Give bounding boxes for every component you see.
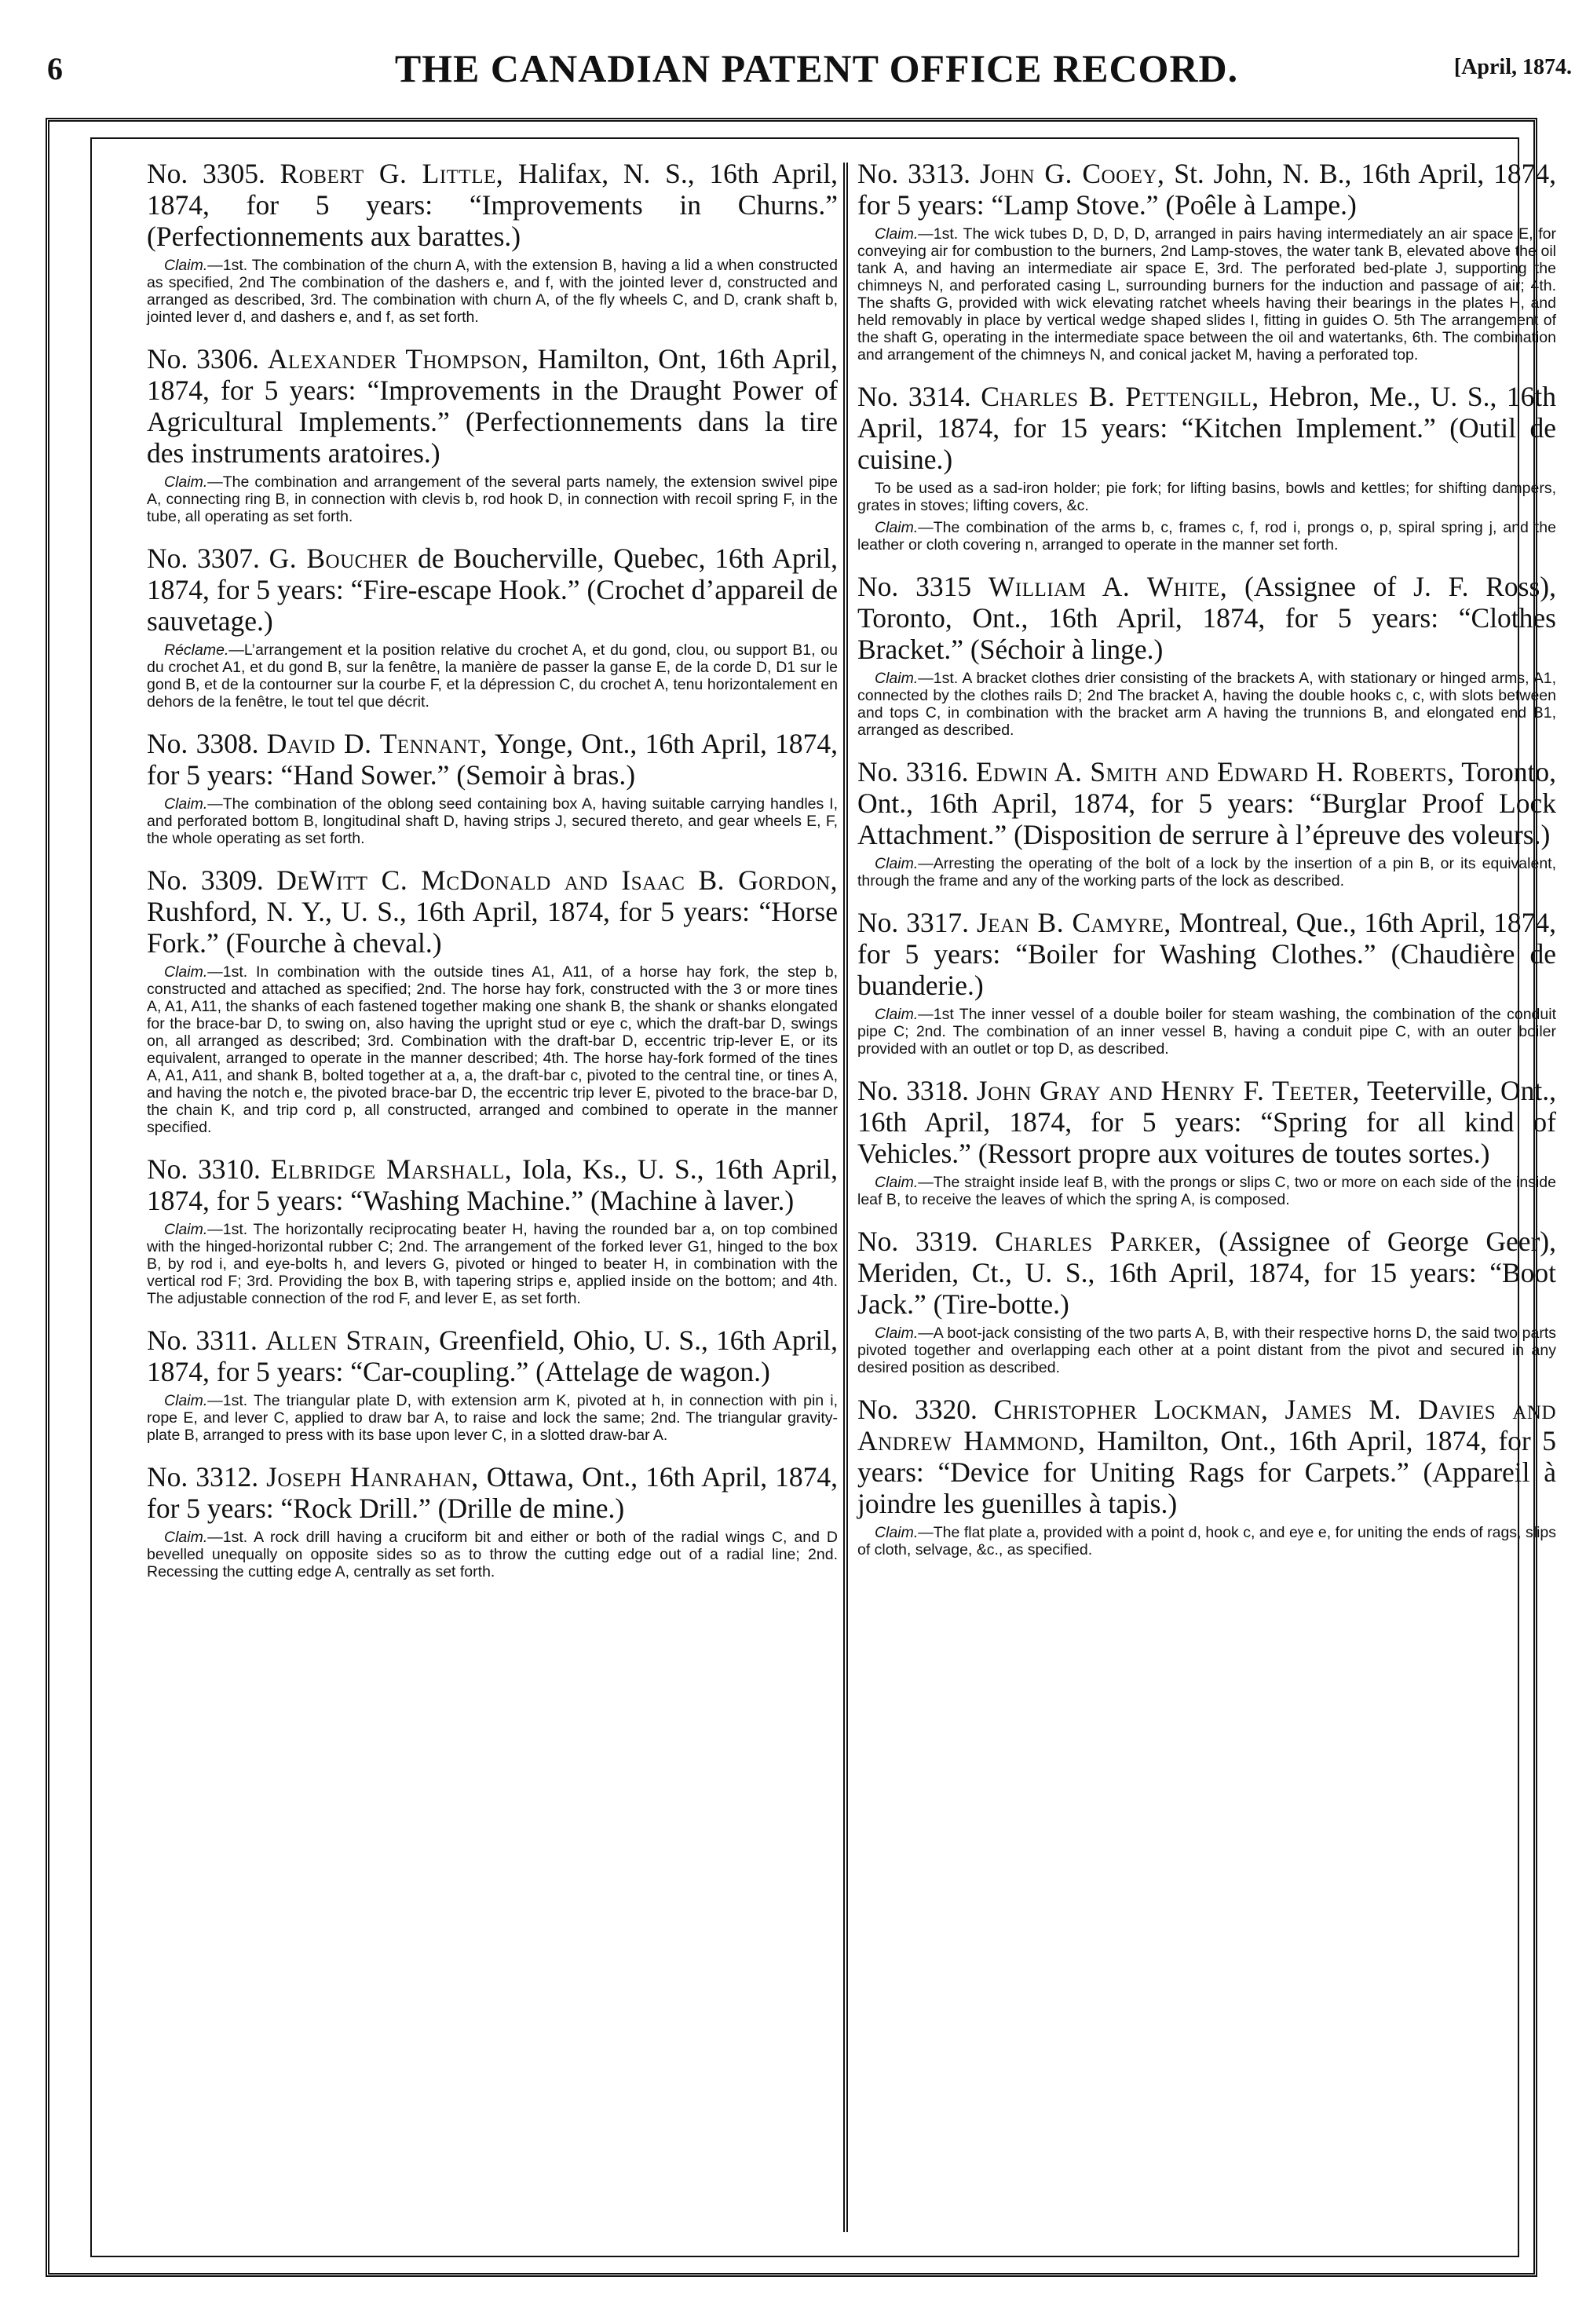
patentee-name: John Gray and Henry F. Teeter,	[976, 1075, 1360, 1106]
claim-text: —1st. A bracket clothes drier consisting of the brackets A, with stationary or hinged arms, A1, connected by the clothes rails D; 2nd The bracket A, having the double hooks c, c, with slots between and tops C, in combination with the bracket arm A having the trunnions B, and elongated end B1, arranged as described.	[857, 670, 1556, 739]
patent-details: (Assignee of George Geer), Meriden, Ct., U. S., 16th April, 1874, for 15 years: “Boot Jack.” (Tire-botte.)	[857, 1226, 1556, 1320]
patent-details: Hebron, Me., U. S., 16th April, 1874, for 15 years: “Kitchen Implement.” (Outil de cuisine.)	[857, 381, 1557, 475]
patent-number: No. 3309.	[147, 864, 264, 896]
patentee-name: David D. Tennant,	[266, 728, 488, 759]
patent-heading	[857, 756, 1556, 850]
patent-claim	[147, 1392, 838, 1444]
patent-claim	[147, 963, 838, 1136]
patent-details: Toronto, Ont., 16th April, 1874, for 5 years: “Burglar Proof Lock Attachment.” (Disposition de serrure à l’épreuve des voleurs.)	[857, 756, 1557, 850]
patent-entry	[147, 728, 838, 847]
patent-claim	[147, 641, 838, 711]
patent-number: No. 3306.	[147, 343, 259, 375]
claim-text: —1st. The triangular plate D, with extension arm K, pivoted at h, in connection with pin i, rope E, and lever C, applied to draw bar A, to raise and lock the same; 2nd. The triangular gravity-plate B, arranged to press with its base upon lever C, in a slotted draw-bar A.	[147, 1392, 838, 1444]
patent-heading	[857, 158, 1556, 221]
claim-text: —The straight inside leaf B, with the prongs or slips C, two or more on each side of the inside leaf B, to receive the leaves of which the spring A, is composed.	[857, 1174, 1556, 1208]
claim-label: Réclame.	[164, 641, 229, 659]
patent-number: No. 3305.	[147, 158, 265, 189]
patent-claim	[857, 1174, 1556, 1208]
patent-claim	[857, 1006, 1556, 1058]
patent-entry	[857, 571, 1556, 739]
issue-date: [April, 1874.	[1453, 55, 1572, 79]
patent-entry	[857, 1394, 1556, 1558]
patent-details: Halifax, N. S., 16th April, 1874, for 5 years: “Improvements in Churns.” (Perfectionnements aux barattes.)	[147, 158, 839, 252]
patent-claim	[857, 225, 1556, 364]
claim-text: —1st. The horizontally reciprocating beater H, having the rounded bar a, on top combined with the hinged-horizontal rubber C; 2nd. The arrangement of the forked lever G1, hinged to the box B, by rod i, and eye-bolts h, and levers G, pivoted or hinged to beater H, in combination with the vertical rod F; 3rd. Providing the box B, with tapering strips e, applied inside on the bottom; and 4th. The adjustable connection of the rod F, and lever E, as set forth.	[147, 1221, 838, 1307]
patent-entry	[857, 158, 1556, 364]
patent-heading	[147, 543, 838, 637]
patent-heading	[147, 864, 838, 959]
patent-number: No. 3313.	[857, 158, 971, 189]
claim-text: —1st. In combination with the outside tines A1, A11, of a horse hay fork, the step b, constructed and attached as specified; 2nd. The horse hay fork, constructed with the 3 or more tines A, A1, A11, the shanks of each fastened together making one shank B, the shank or shanks elongated for the brace-bar D, to swing on, also having the upright stud or eye c, which the draft-bar D, swings on, all arranged as described; 3rd. Combination with the draft-bar D, eccentric trip-lever E, or its equivalent, arranged to operate in the manner described; 4th. The horse hay-fork formed of the tines A, A1, A11, and shank B, bolted together at a, a, the draft-bar c, pivoted to the central tine, or tines A, and having the notch e, the pivoted brace-bar D, the eccentric trip lever E, pivoted to the brace-bar D, the chain K, and trip cord p, all constructed, arranged and combined to operate in the manner specified.	[147, 963, 838, 1136]
page-number: 6	[47, 51, 63, 86]
patent-entry	[147, 543, 838, 711]
claim-label: Claim.	[875, 1325, 919, 1342]
claim-text: —L’arrangement et la position relative du crochet A, et du gond, clou, ou support B1, ou du crochet A1, et du gond B, sur la fenêtre, la manière de passer la ganse E, de la corde D, D1 sur le gond B, et de la contourner sur la courbe F, et la dépression C, du crochet A, tenu horizontalement en dehors de la fenêtre, le tout tel que décrit.	[147, 641, 838, 711]
patent-heading	[147, 343, 838, 469]
claim-label: Claim.	[164, 257, 208, 274]
claim-text: —The combination and arrangement of the several parts namely, the extension swivel pipe A, connecting ring B, in connection with clevis b, rod hook D, in connection with recoil spring F, in the tube, all operating as set forth.	[147, 473, 838, 525]
patent-number: No. 3310.	[147, 1153, 261, 1185]
claim-text: —The combination of the oblong seed containing box A, having suitable carrying handles I, and perforated bottom B, longitudinal shaft D, having strips J, secured thereto, and gear wheels E, F, the whole operating as set forth.	[147, 795, 838, 847]
patentee-name: G. Boucher	[269, 543, 409, 574]
patent-heading	[147, 1461, 838, 1524]
patentee-name: Robert G. Little,	[280, 158, 504, 189]
patent-number: No. 3311.	[147, 1325, 258, 1356]
patent-entry	[147, 343, 838, 525]
patentee-name: Elbridge Marshall,	[270, 1153, 513, 1185]
patent-entry	[857, 756, 1556, 890]
patent-claim	[147, 257, 838, 326]
claim-text: —Arresting the operating of the bolt of a lock by the insertion of a pin B, or its equivalent, through the frame and any of the working parts of the lock as described.	[857, 855, 1556, 890]
patent-note: To be used as a sad-iron holder; pie fork; for lifting basins, bowls and kettles; for shifting dampers, grates in stoves; lifting covers, &c.	[857, 480, 1556, 514]
patent-claim	[857, 1524, 1556, 1558]
patentee-name: Jean B. Camyre,	[976, 907, 1171, 938]
patent-heading	[857, 571, 1556, 665]
claim-text: —1st. The combination of the churn A, with the extension B, having a lid a when constructed as specified, 2nd The combination of the dashers e, and f, with the jointed lever d, constructed and arranged as described, 3rd. The combination with churn A, of the fly wheels C, and D, crank shaft b, jointed lever d, and dashers e, and f, as set forth.	[147, 257, 838, 326]
patent-details: Rushford, N. Y., U. S., 16th April, 1874, for 5 years: “Horse Fork.” (Fourche à cheval.)	[147, 896, 838, 959]
patent-heading	[147, 1153, 838, 1216]
patent-heading	[857, 907, 1556, 1001]
patent-number: No. 3316.	[857, 756, 969, 787]
claim-label: Claim.	[875, 1006, 919, 1023]
patent-claim	[857, 855, 1556, 890]
patent-number: No. 3315	[857, 571, 972, 602]
claim-label: Claim.	[875, 225, 919, 243]
patent-heading	[857, 381, 1556, 475]
content-box	[90, 137, 1557, 2257]
patentee-name: John G. Cooey,	[980, 158, 1165, 189]
patent-entry	[147, 158, 838, 326]
patent-details: (Assignee of J. F. Ross), Toronto, Ont., 16th April, 1874, for 5 years: “Clothes Bracket.” (Séchoir à linge.)	[857, 571, 1557, 665]
patent-number: No. 3317.	[857, 907, 970, 938]
patent-number: No. 3307.	[147, 543, 260, 574]
patent-number: No. 3308.	[147, 728, 259, 759]
patent-number: No. 3318.	[857, 1075, 969, 1106]
patent-entry	[857, 381, 1556, 554]
patent-entry	[857, 1226, 1556, 1376]
patent-claim	[857, 519, 1556, 554]
patentee-name: Charles Parker,	[995, 1226, 1202, 1257]
right-column	[857, 158, 1556, 1576]
patentee-name: William A. White,	[988, 571, 1228, 602]
publication-title: THE CANADIAN PATENT OFFICE RECORD.	[394, 46, 1239, 90]
patent-number: No. 3312.	[147, 1461, 259, 1493]
patent-details: Iola, Ks., U. S., 16th April, 1874, for 5 years: “Washing Machine.” (Machine à laver.)	[147, 1153, 838, 1216]
patent-details: Yonge, Ont., 16th April, 1874, for 5 years: “Hand Sower.” (Semoir à bras.)	[147, 728, 839, 791]
page-header	[47, 46, 1586, 108]
left-column	[147, 158, 838, 1598]
patentee-name: Charles B. Pettengill,	[981, 381, 1259, 412]
column-rule	[843, 163, 848, 2232]
patent-entry	[857, 1075, 1556, 1208]
patent-number: No. 3319.	[857, 1226, 978, 1257]
claim-label: Claim.	[875, 1524, 919, 1541]
patent-claim	[147, 1221, 838, 1307]
claim-label: Claim.	[164, 473, 208, 491]
claim-text: —1st. The wick tubes D, D, D, D, arranged in pairs having intermediately an air space E, for conveying air for combustion to the burners, 2nd Lamp-stoves, the water tank B, elevated above the oil tank A, and having an intermediate air space E, 3rd. The perforated bed-plate J, supporting the chimneys N, and perforated casing L, surrounding burners for the induction and passage of air; 4th. The shafts G, provided with wick elevating ratchet wheels having their bearings in the plates H, and held removably in place by vertical wedge shaped slides I, fitting in guides O. 5th The arrangement of the shaft G, operating in the intermediate space between the oil and watertanks, 6th. The combination and arrangement of the chimneys N, and conical jacket M, having a perforated top.	[857, 225, 1556, 364]
claim-text: —The combination of the arms b, c, frames c, f, rod i, prongs o, p, spiral spring j, and the leather or cloth covering n, arranged to operate in the manner set forth.	[857, 519, 1556, 554]
patent-details: St. John, N. B., 16th April, 1874, for 5 years: “Lamp Stove.” (Poêle à Lampe.)	[857, 158, 1557, 221]
patent-heading	[857, 1394, 1556, 1519]
page-frame	[46, 118, 1557, 2277]
claim-label: Claim.	[164, 963, 208, 981]
claim-label: Claim.	[164, 1221, 208, 1238]
patent-claim	[857, 670, 1556, 739]
patentee-name: DeWitt C. McDonald and Isaac B. Gordon,	[276, 864, 839, 896]
patent-details: Greenfield, Ohio, U. S., 16th April, 1874, for 5 years: “Car-coupling.” (Attelage de wagon.)	[147, 1325, 839, 1387]
patent-claim	[147, 1529, 838, 1580]
patent-details: Montreal, Que., 16th April, 1874, for 5 years: “Boiler for Washing Clothes.” (Chaudière de buanderie.)	[857, 907, 1557, 1001]
patent-entry	[857, 907, 1556, 1058]
patent-details: Ottawa, Ont., 16th April, 1874, for 5 years: “Rock Drill.” (Drille de mine.)	[147, 1461, 839, 1524]
patent-entry	[147, 864, 838, 1136]
patent-details: Teeterville, Ont., 16th April, 1874, for 5 years: “Spring for all kind of Vehicles.” (Ressort propre aux voitures de toutes sortes.)	[857, 1075, 1557, 1169]
claim-label: Claim.	[164, 1392, 208, 1409]
claim-text: —The flat plate a, provided with a point d, hook c, and eye e, for uniting the ends of rags, slips of cloth, selvage, &c., as specified.	[857, 1524, 1556, 1558]
patent-claim	[147, 473, 838, 525]
patent-heading	[147, 158, 838, 252]
patent-heading	[857, 1226, 1556, 1320]
claim-label: Claim.	[164, 1529, 208, 1546]
patent-claim	[147, 795, 838, 847]
patent-heading	[147, 728, 838, 791]
patent-entry	[147, 1325, 838, 1444]
claim-label: Claim.	[164, 795, 208, 813]
claim-text: —A boot-jack consisting of the two parts A, B, with their respective horns D, the said two parts pivoted together and overlapping each other at a point distant from the pivot and secured in any desired position as described.	[857, 1325, 1556, 1376]
claim-text: —1st The inner vessel of a double boiler for steam washing, the combination of the conduit pipe C; 2nd. The combination of an inner vessel B, having a conduit pipe C, with an outer boiler provided with an outlet or top D, as described.	[857, 1006, 1556, 1058]
patent-details: de Boucherville, Quebec, 16th April, 1874, for 5 years: “Fire-escape Hook.” (Crochet d’appareil de sauvetage.)	[147, 543, 838, 637]
patent-entry	[147, 1461, 838, 1580]
patentee-name: Alexander Thompson,	[267, 343, 529, 375]
claim-label: Claim.	[875, 1174, 919, 1191]
patent-number: No. 3314.	[857, 381, 971, 412]
claim-label: Claim.	[875, 670, 919, 687]
patentee-name: Christopher Lockman, James M. Davies and Andrew Hammond,	[857, 1394, 1557, 1456]
patent-entry	[147, 1153, 838, 1307]
patent-claim	[857, 1325, 1556, 1376]
patentee-name: Joseph Hanrahan,	[266, 1461, 479, 1493]
patent-heading	[857, 1075, 1556, 1169]
claim-label: Claim.	[875, 519, 919, 536]
patent-details: Hamilton, Ont., 16th April, 1874, for 5 years: “Device for Uniting Rags for Carpets.” (Appareil à joindre les guenilles à tapis.)	[857, 1425, 1556, 1519]
patent-details: Hamilton, Ont, 16th April, 1874, for 5 years: “Improvements in the Draught Power of Agricultural Implements.” (Perfectionnements dans la tire des instruments aratoires.)	[147, 343, 839, 469]
patent-number: No. 3320.	[857, 1394, 978, 1425]
patentee-name: Edwin A. Smith and Edward H. Roberts,	[975, 756, 1455, 787]
patentee-name: Allen Strain,	[265, 1325, 432, 1356]
claim-label: Claim.	[875, 855, 919, 872]
patent-heading	[147, 1325, 838, 1387]
claim-text: —1st. A rock drill having a cruciform bit and either or both of the radial wings C, and D bevelled unequally on opposite sides so as to throw the cutting edge out of a radial line; 2nd. Recessing the cutting edge A, centrally as set forth.	[147, 1529, 838, 1580]
